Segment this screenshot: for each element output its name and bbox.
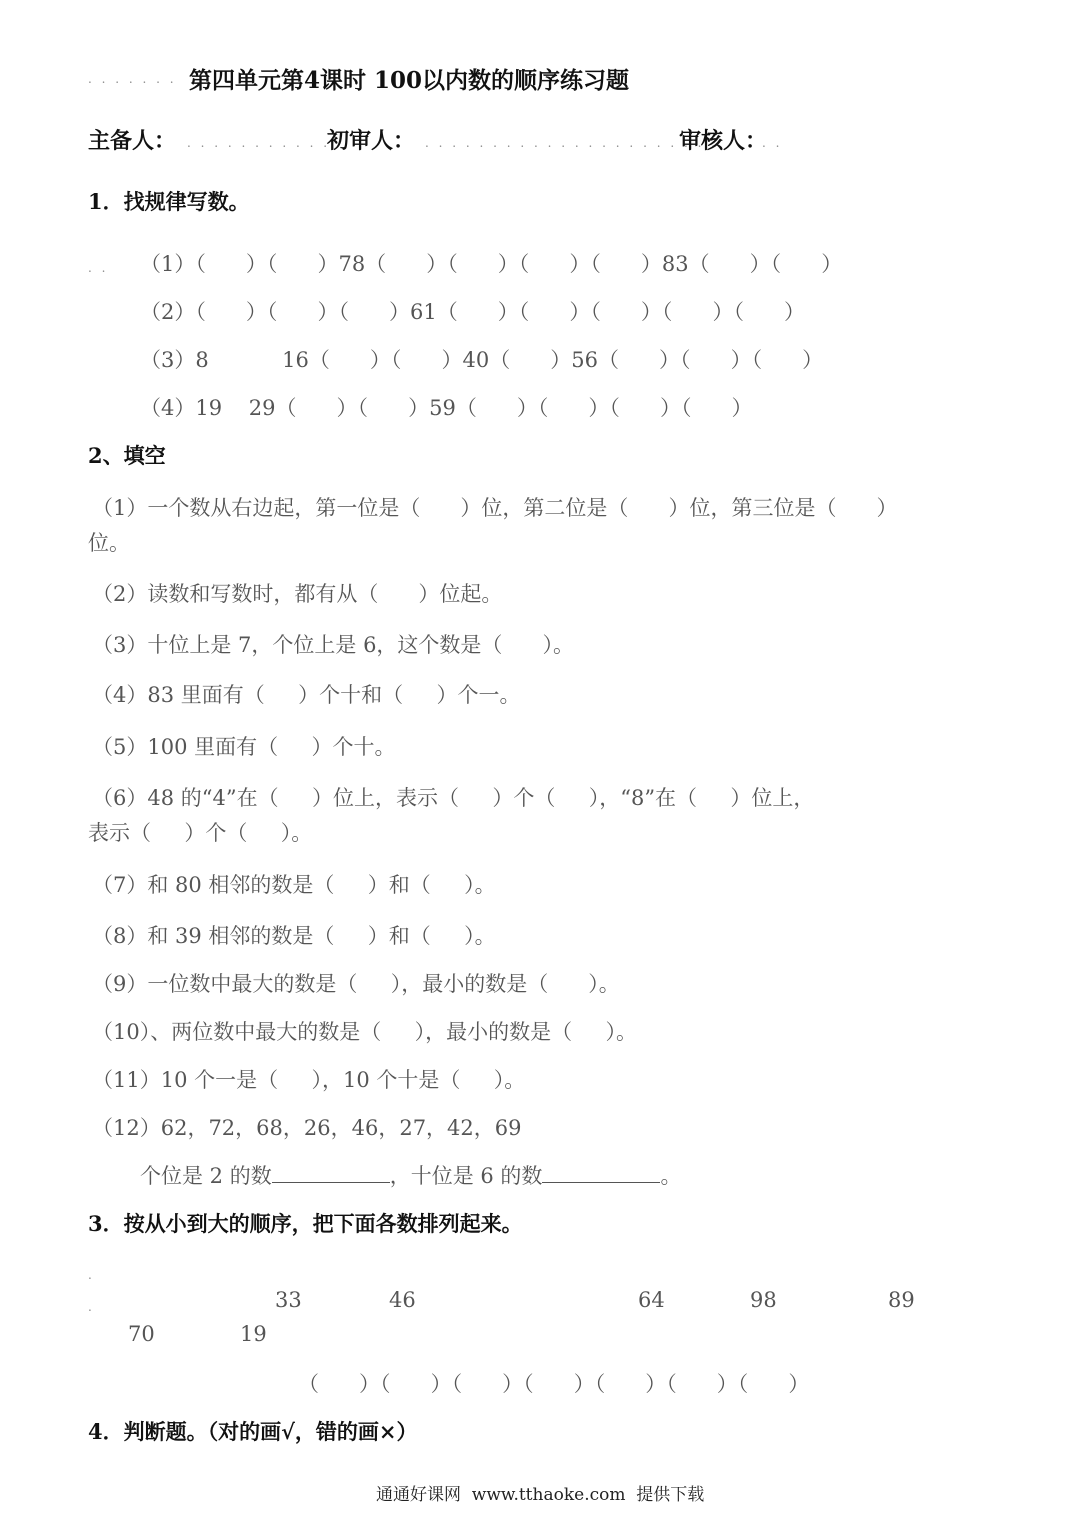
preparer-blank: . . . . . . . . . . . bbox=[187, 136, 331, 150]
number-89: 89 bbox=[888, 1288, 915, 1312]
period: 。 bbox=[660, 1164, 682, 1188]
leader-dots: . bbox=[88, 1300, 95, 1314]
page-title: 第四单元第4课时 100以内数的顺序练习题 bbox=[189, 67, 630, 94]
leader-dots: . . bbox=[88, 261, 109, 275]
leader-dots: . . . . . . . bbox=[88, 72, 177, 86]
reviewer-blank: . . bbox=[762, 136, 783, 150]
ones-two-label: 个位是 2 的数 bbox=[140, 1164, 272, 1188]
fill-item-7: （7）和 80 相邻的数是（ ）和（ ）。 bbox=[92, 873, 496, 897]
reviewer-label: 审核人： bbox=[679, 128, 768, 154]
pattern-row-4: （4）19 29（ ）（ ）59（ ）（ ）（ ）（ ） bbox=[140, 396, 753, 420]
ordering-answer-slots[interactable]: （ ）（ ）（ ）（ ）（ ）（ ）（ ） bbox=[298, 1372, 810, 1396]
number-98: 98 bbox=[750, 1288, 777, 1312]
fill-item-1-cont: 位。 bbox=[88, 531, 130, 555]
number-33: 33 bbox=[275, 1288, 302, 1312]
footer-credit: 通通好课网 www.tthaoke.com 提供下载 bbox=[376, 1485, 705, 1505]
first-review-label: 初审人： bbox=[327, 128, 416, 154]
pattern-row-3: （3）8 16（ ）（ ）40（ ）56（ ）（ ）（ ） bbox=[140, 348, 824, 372]
fill-item-10: （10）、两位数中最大的数是（ ），最小的数是（ ）。 bbox=[92, 1020, 637, 1044]
section1-heading: 1．找规律写数。 bbox=[88, 189, 250, 214]
pattern-row-1: （1）（ ）（ ）78（ ）（ ）（ ）（ ）83（ ）（ ） bbox=[140, 252, 843, 276]
fill-item-4: （4）83 里面有（ ）个十和（ ）个一。 bbox=[92, 683, 521, 707]
section4-heading: 4．判断题。（对的画√，错的画×） bbox=[88, 1419, 418, 1444]
number-64: 64 bbox=[638, 1288, 665, 1312]
fill-item-12: （12）62，72，68，26，46，27，42，69 bbox=[92, 1116, 522, 1140]
preparer-label: 主备人： bbox=[88, 128, 177, 154]
answer-blank[interactable] bbox=[272, 1164, 390, 1183]
fill-item-9: （9）一位数中最大的数是（ ），最小的数是（ ）。 bbox=[92, 972, 620, 996]
fill-item-5: （5）100 里面有（ ）个十。 bbox=[92, 735, 396, 759]
section3-heading: 3．按从小到大的顺序，把下面各数排列起来。 bbox=[88, 1211, 523, 1236]
fill-item-2: （2）读数和写数时，都有从（ ）位起。 bbox=[92, 582, 503, 606]
fill-item-6-cont: 表示（ ）个（ ）。 bbox=[88, 821, 313, 845]
number-70: 70 bbox=[128, 1322, 155, 1346]
answer-blank[interactable] bbox=[542, 1164, 660, 1183]
fill-item-11: （11）10 个一是（ ），10 个十是（ ）。 bbox=[92, 1068, 526, 1092]
fill-item-1: （1）一个数从右边起，第一位是（ ）位，第二位是（ ）位，第三位是（ ） bbox=[92, 496, 898, 520]
first-review-blank: . . . . . . . . . . . . . . . . . . . . . . bbox=[425, 136, 719, 150]
section2-heading: 2、填空 bbox=[88, 443, 166, 468]
tens-six-label: ，十位是 6 的数 bbox=[389, 1164, 543, 1188]
fill-item-3: （3）十位上是 7，个位上是 6，这个数是（ ）。 bbox=[92, 633, 574, 657]
fill-item-8: （8）和 39 相邻的数是（ ）和（ ）。 bbox=[92, 924, 496, 948]
fill-item-12-line2 bbox=[140, 1160, 681, 1190]
leader-dots: . bbox=[88, 1268, 95, 1282]
fill-item-6: （6）48 的“4”在（ ）位上，表示（ ）个（ ），“8”在（ ）位上， bbox=[92, 786, 815, 810]
number-46: 46 bbox=[389, 1288, 416, 1312]
pattern-row-2: （2）（ ）（ ）（ ）61（ ）（ ）（ ）（ ）（ ） bbox=[140, 300, 805, 324]
number-19: 19 bbox=[240, 1322, 267, 1346]
